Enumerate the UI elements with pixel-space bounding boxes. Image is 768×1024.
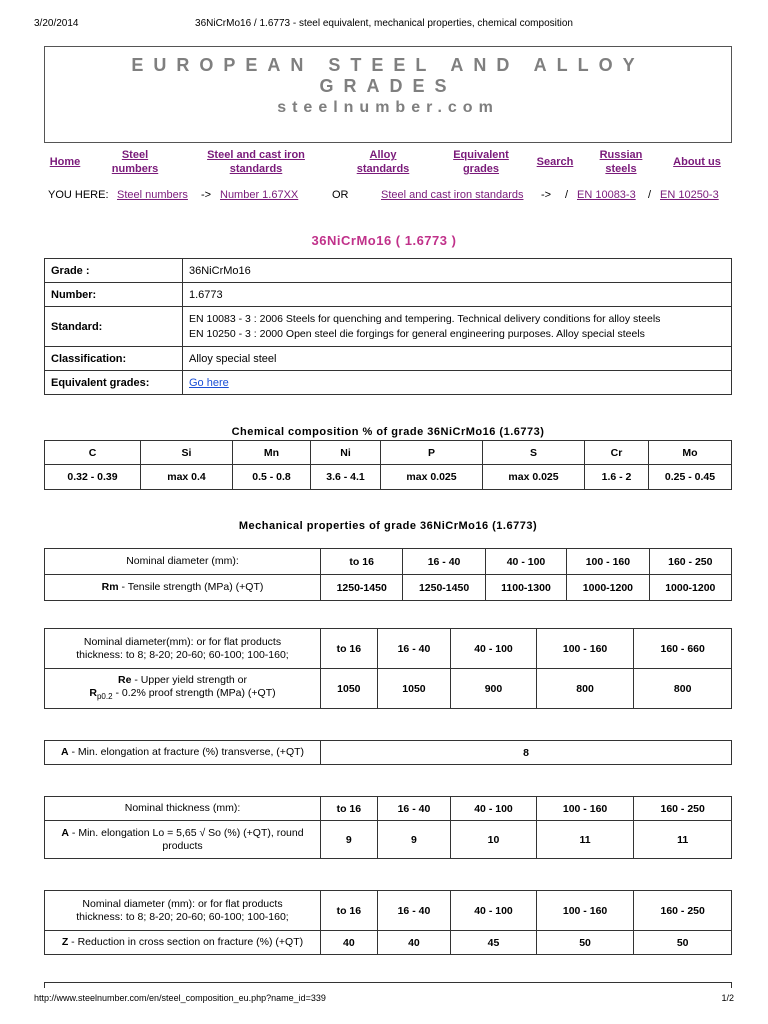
banner-line-3: steelnumber.com [277,99,499,116]
banner-line-1: EUROPEAN STEEL AND ALLOY [131,55,645,75]
elongation-thickness-label: Nominal thickness (mm): [45,797,321,821]
col-header: 40 - 100 [451,629,537,669]
table-row [45,575,732,601]
breadcrumb-slash: / [565,189,569,201]
table-row [45,283,732,307]
chem-head-mo: Mo [649,441,732,465]
rm-description: - Tensile strength (MPa) (+QT) [118,581,264,593]
breadcrumb-you-here: YOU HERE: [48,189,109,201]
equivalent-label: Equivalent grades: [45,371,183,395]
col-header: 160 - 660 [634,629,732,669]
breadcrumb-en-10250-3[interactable]: EN 10250-3 [660,189,719,201]
table-row [45,891,732,931]
table-row [45,371,732,395]
elongation-transverse-table [44,740,732,765]
main-nav [44,148,732,178]
breadcrumb-en-10083-3[interactable]: EN 10083-3 [577,189,636,201]
table-row [45,741,732,765]
nav-steel-numbers[interactable]: Steel numbers [111,149,159,175]
table-row [45,347,732,371]
equivalent-cell [183,371,732,395]
reduction-value: 40 [377,931,451,955]
number-value: 1.6773 [183,283,732,307]
col-header: 100 - 160 [536,797,634,821]
chem-value-p: max 0.025 [381,465,483,490]
col-header: 100 - 160 [567,549,649,575]
elongation-value: 10 [451,821,537,859]
breadcrumb-slash-2: / [648,189,652,201]
col-header: to 16 [321,629,378,669]
tensile-value: 1250-1450 [321,575,403,601]
a-symbol: A [60,746,69,758]
tensile-value: 1250-1450 [403,575,485,601]
elongation-value: 9 [377,821,451,859]
col-header: 160 - 250 [634,891,732,931]
col-header: 40 - 100 [485,549,566,575]
a-symbol: A [61,826,70,839]
yield-row-label [45,669,321,709]
col-header: to 16 [321,549,403,575]
chem-value-row [45,465,732,490]
print-date: 3/20/2014 [34,18,79,29]
rp-subscript: p0.2 [96,692,113,702]
col-header: 100 - 160 [536,629,634,669]
yield-value: 800 [536,669,634,709]
print-footer [34,993,734,1005]
tensile-row-label [45,575,321,601]
col-header: to 16 [321,891,378,931]
tensile-diameter-label: Nominal diameter (mm): [45,549,321,575]
table-row [45,821,732,859]
breadcrumb-standards[interactable]: Steel and cast iron standards [381,189,524,201]
chem-value-s: max 0.025 [483,465,585,490]
breadcrumb-or: OR [332,189,349,201]
breadcrumb-arrow-2: -> [541,189,552,201]
table-row [45,307,732,347]
nav-home[interactable]: Home [49,156,81,168]
standard-value [183,307,732,347]
chem-value-c: 0.32 - 0.39 [45,465,141,490]
standard-en-10083: EN 10083 - 3 : 2006 Steels for quenching and tempering. Technical delivery conditions for alloy steels [189,312,661,325]
standard-label: Standard: [45,307,183,347]
col-header: 40 - 100 [451,891,537,931]
yield-strength-table [44,628,732,709]
chem-value-mo: 0.25 - 0.45 [649,465,732,490]
yield-value: 1050 [321,669,378,709]
yield-diameter-label: Nominal diameter(mm): or for flat products thickness: to 8; 8-20; 20-60; 60-100; 100-160; [45,629,321,669]
col-header: 40 - 100 [451,797,537,821]
tensile-value: 1000-1200 [567,575,649,601]
breadcrumb-arrow: -> [201,189,212,201]
rp-description: - 0.2% proof strength (MPa) (+QT) [112,686,276,699]
nav-standards[interactable]: Steel and cast iron standards [207,149,305,175]
nav-russian-steels[interactable]: Russian steels [599,149,643,175]
reduction-value: 45 [451,931,537,955]
rm-symbol: Rm [101,581,119,593]
mech-title: Mechanical properties of grade 36NiCrMo16 (1.6773) [238,520,538,532]
col-header: 16 - 40 [403,549,485,575]
chem-value-mn: 0.5 - 0.8 [233,465,311,490]
reduction-value: 50 [536,931,634,955]
reduction-diameter-label: Nominal diameter (mm): or for flat products thickness: to 8; 8-20; 20-60; 60-100; 100-160; [45,891,321,931]
chem-title: Chemical composition % of grade 36NiCrMo16 (1.6773) [231,426,545,438]
breadcrumb-steel-numbers[interactable]: Steel numbers [117,189,188,201]
yield-value: 800 [634,669,732,709]
grade-title: 36NiCrMo16 ( 1.6773 ) [311,233,457,248]
number-label: Number: [45,283,183,307]
nav-alloy-standards[interactable]: Alloy standards [356,149,410,175]
tensile-value: 1000-1200 [649,575,731,601]
standard-en-10250: EN 10250 - 3 : 2000 Open steel die forgings for general engineering purposes. Alloy special steels [189,327,645,340]
nav-about-us[interactable]: About us [673,156,721,168]
elongation-round-label [45,821,321,859]
a-round-description: - Min. elongation Lo = 5,65 √ So (%) (+QT), round products [69,826,304,852]
col-header: 160 - 250 [634,797,732,821]
site-banner [44,46,732,143]
elongation-transverse-value: 8 [321,741,732,765]
next-table-edge [44,982,732,988]
chem-value-si: max 0.4 [141,465,233,490]
tensile-value: 1100-1300 [485,575,566,601]
classification-label: Classification: [45,347,183,371]
chem-head-c: C [45,441,141,465]
chem-header-row [45,441,732,465]
reduction-row-label [45,931,321,955]
banner-line-2: GRADES [319,76,457,96]
chem-head-si: Si [141,441,233,465]
nav-equivalent-grades[interactable]: Equivalent grades [453,149,509,175]
table-row [45,549,732,575]
table-row [45,797,732,821]
print-page-number: 1/2 [721,993,734,1003]
print-url: http://www.steelnumber.com/en/steel_composition_eu.php?name_id=339 [34,993,326,1003]
equivalent-go-here-link[interactable]: Go here [189,376,229,389]
rp-symbol: R [89,686,97,699]
re-symbol: Re [118,673,132,686]
elongation-round-table [44,796,732,859]
col-header: 16 - 40 [377,629,451,669]
chem-value-ni: 3.6 - 4.1 [311,465,381,490]
table-row [45,669,732,709]
rp-line [49,687,316,703]
elongation-value: 9 [321,821,378,859]
col-header: 16 - 40 [377,891,451,931]
reduction-area-table [44,890,732,955]
chem-value-cr: 1.6 - 2 [585,465,649,490]
z-description: - Reduction in cross section on fracture (%) (+QT) [68,936,304,948]
table-row [45,259,732,283]
z-symbol: Z [61,936,69,948]
print-header [34,18,734,32]
chem-head-cr: Cr [585,441,649,465]
grade-info-table [44,258,732,395]
yield-value: 900 [451,669,537,709]
breadcrumb-number-group[interactable]: Number 1.67XX [220,189,299,201]
re-line [49,674,316,687]
col-header: to 16 [321,797,378,821]
yield-value: 1050 [377,669,451,709]
elongation-value: 11 [634,821,732,859]
reduction-value: 40 [321,931,378,955]
chem-head-ni: Ni [311,441,381,465]
nav-search[interactable]: Search [536,156,574,168]
grade-label: Grade : [45,259,183,283]
chem-head-p: P [381,441,483,465]
tensile-strength-table [44,548,732,601]
chem-head-s: S [483,441,585,465]
re-description: - Upper yield strength or [131,673,247,686]
chem-table [44,440,732,490]
classification-value: Alloy special steel [183,347,732,371]
chem-head-mn: Mn [233,441,311,465]
table-row [45,629,732,669]
a-transverse-description: - Min. elongation at fracture (%) transverse, (+QT) [68,746,305,758]
grade-value: 36NiCrMo16 [183,259,732,283]
elongation-transverse-label [45,741,321,765]
reduction-value: 50 [634,931,732,955]
elongation-value: 11 [536,821,634,859]
col-header: 160 - 250 [649,549,731,575]
col-header: 16 - 40 [377,797,451,821]
table-row [45,931,732,955]
col-header: 100 - 160 [536,891,634,931]
print-title: 36NiCrMo16 / 1.6773 - steel equivalent, mechanical properties, chemical composition [195,18,573,29]
